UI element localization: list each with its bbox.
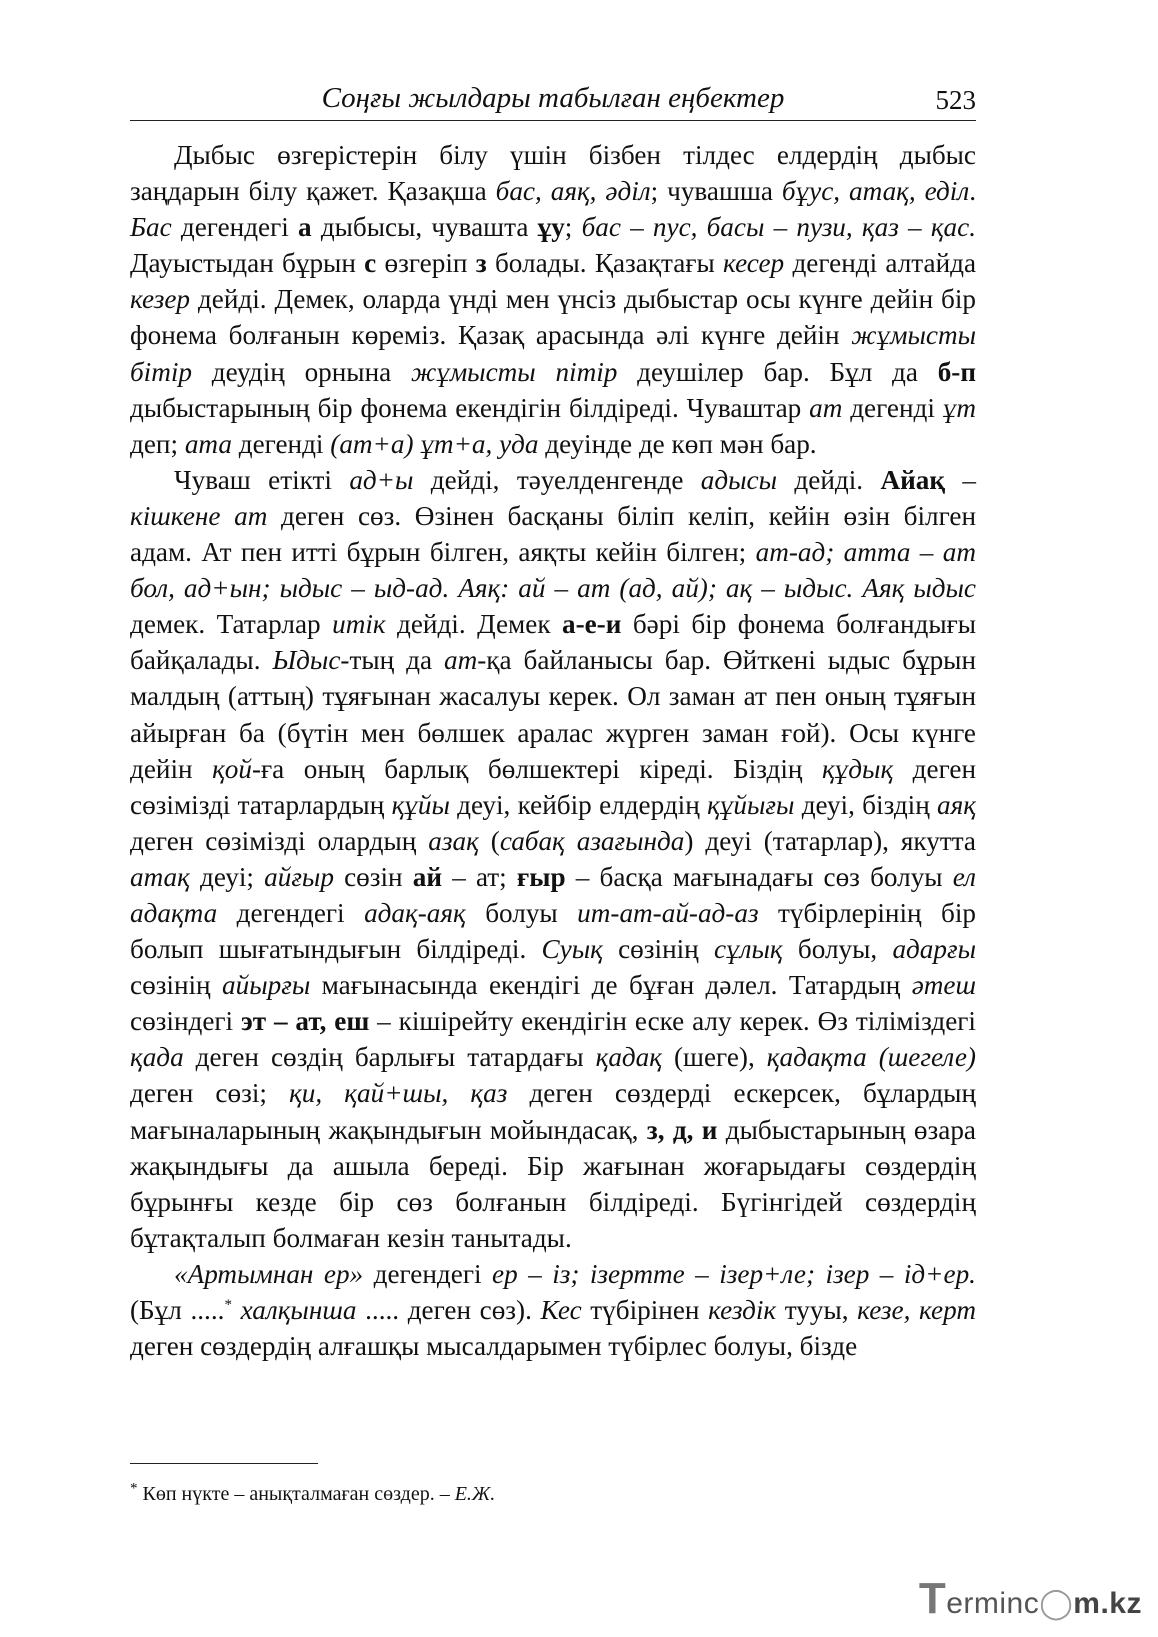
italic-run: қадақ [595,1042,662,1073]
italic-run: ат [809,392,843,423]
italic-run: құдық [821,753,894,784]
text-run: Чуваш етікті [174,464,350,495]
italic-run: бас – пус, басы – пузи, қаз – қас. [581,212,976,243]
text-run: деген сөздің барлығы татардағы [183,1042,596,1073]
italic-run: ат-ад; атта – ат бол, ад+ын; ыдыс – ыд-ад. Аяқ: ай – ат (ад, ай); ақ – ыдыс. Аяқ ыдыс [130,537,976,604]
bold-run: а [298,212,312,243]
text-run: деуі, біздің [794,789,938,820]
bold-run: Айақ [880,464,946,495]
text-run: – ат; [442,861,517,892]
italic-run: халқынша [240,1295,357,1325]
italic-run: ер – із; ізертте – ізер+ле; ізер – ід+ер. [492,1258,976,1289]
text-run: дегендегі [363,1258,492,1289]
italic-run: кесер [723,248,785,279]
italic-run: Суық [541,934,603,965]
text-run: -тың да [340,645,445,676]
footnote [130,1480,976,1508]
italic-run: айырғы [222,970,311,1001]
text-run: деген сөзімізді олардың [130,825,429,856]
italic-run: ұт [942,392,976,423]
text-run: деп; [130,428,185,459]
text-run: дейді, тәуелденгенде [413,464,701,495]
text-run: – кішірейту екендігін еске алу керек. Өз тіліміздегі [369,1006,976,1037]
text-run: деген сөздердің алғашқы мысалдарымен түбірлес болуы, бізде [130,1331,858,1362]
text-run: сөзіндегі [130,1006,241,1037]
italic-run: (ат+а) ұт+а, уда [330,428,539,459]
text-run: деген сөзімізді татарлардың [130,753,976,820]
paragraph-2 [130,462,976,1256]
text-run: -ға оның барлық бөлшектері кіреді. Біздің [251,753,822,784]
text-run: деген сөздерді ескерсек, бұлардың мағыналарының жақындығын мойындасақ, [130,1078,976,1145]
text-run: ..... деген сөз). [356,1295,541,1325]
text-run: сөзінің [130,970,223,1001]
italic-run: қадақта (шегеле) [766,1042,976,1073]
text-run: түбірінен [581,1295,709,1325]
footnote-text: Көп нүкте – анықталмаған сөздер. – [142,1483,455,1505]
italic-run: әтеш [911,970,976,1001]
italic-run: ат [444,645,478,676]
text-run: тууы, [776,1295,858,1325]
text-run: – [945,464,976,495]
text-run [232,1295,241,1325]
text-run: деудің орнына [192,356,411,387]
bold-run: б-п [937,356,976,387]
text-run: (шеге), [662,1042,767,1073]
text-run: ; чувашша [650,176,782,207]
text-run: дейді. Демек [385,609,562,640]
text-run: дегендегі [217,897,365,928]
italic-run: қада [130,1042,184,1073]
paragraph-3 [130,1256,976,1364]
text-run: (Бұл ..... [130,1295,225,1325]
italic-run: кезер [130,284,191,315]
text-run: деуі; [189,861,265,892]
italic-run: итік [332,609,386,640]
bold-run: ай [412,861,443,892]
text-run: болуы [465,897,578,928]
text-run: бәрі бір фонема болғандығы байқалады. [130,609,977,676]
text-run: деуінде де көп мән бар. [538,428,817,459]
italic-run: бұус, атақ, еділ [781,176,970,207]
footnote-ref: * [224,1296,232,1313]
text-run: дыбыстарының бір фонема екендігін білдіреді. Чуваштар [130,392,810,423]
italic-run: ад+ы [349,464,414,495]
italic-run: атақ [130,861,190,892]
italic-run: жұмысты бітір [130,320,976,387]
italic-run: жұмысты пітір [410,356,618,387]
text-run: – басқа мағынадағы сөз болуы [565,861,953,892]
italic-run: азақ [428,825,479,856]
text-run: өзгеріп [376,248,476,279]
text-run: болуы, [782,934,893,965]
italic-run: ел адақта [130,861,976,928]
italic-run: кезе, керт [857,1295,976,1325]
site-watermark [918,1574,1142,1623]
bold-run: ғыр [516,861,566,892]
text-run: демек. Татарлар [130,609,333,640]
text-run: деушілер бар. Бұл да [617,356,938,387]
italic-run: қой [212,753,252,784]
italic-run: айғыр [264,861,334,892]
text-run: -қа байланысы бар. Өйткені ыдыс бұрын малдың (аттың) тұяғынан жасалуы керек. Ол заман ат пен оның тұяғын айырған ба (бүтін мен бөлшек аралас жүрген заман ғой). Осы күнге дейін [130,645,976,784]
italic-run: кішкене ат [130,500,268,531]
bold-run: с [364,248,377,279]
italic-run: аяқ [937,789,976,820]
text-run: дыбыстарының өзара жақындығы да ашыла береді. Бір жағынан жоғарыдағы сөздердің бұрынғы кезде бір сөз болғанын білдіреді. Бүгінгідей сөздердің бұтақталып болмаған кезін танытады. [130,1114,976,1253]
bold-run: а-е-и [561,609,622,640]
text-run: мағынасында екендігі де бұған дәлел. Татардың [310,970,912,1001]
page-number: 523 [935,85,976,115]
text-run: дегенді [231,428,331,459]
footnote-divider [130,1463,318,1464]
bold-run: ұу [537,212,565,243]
text-run: сөзінің [602,934,714,965]
text-run: Дауыстыдан бұрын [130,248,365,279]
text-run: дейді. Демек, оларда үнді мен үнсіз дыбыстар осы күнге дейін бір фонема болғанын көреміз. Қазақ арасында әлі күнге дейін [130,284,976,351]
watermark-t: T [918,1574,947,1623]
italic-run: сабақ азағында [499,825,685,856]
body-text [130,137,976,1364]
text-run: ; [564,212,582,243]
text-run: ) деуі (татарлар), якутта [684,825,976,856]
text-run: дегендегі [171,212,299,243]
text-run: түбірлерінің бір болып шығатындығын білдіреді. [130,897,976,965]
bold-run: з [475,248,487,279]
text-run: Дыбыс өзгерістерін білу үшін бізбен тілдес елдердің дыбыс заңдарын білу қажет. Қазақша [130,140,976,207]
italic-run: құйы [391,789,450,820]
italic-run: сұлық [713,934,783,965]
italic-run: бас, аяқ, әділ [495,176,651,207]
italic-run: Кес [540,1295,582,1325]
text-run: дейді. [777,464,881,495]
bold-run: эт – ат, еш [240,1006,370,1037]
header-title: Соңғы жылдары табылған еңбектер [321,82,785,114]
text-run: сөзін [333,861,413,892]
italic-run: адысы [700,464,778,495]
italic-run: ит-ат-ай-ад-аз [577,897,759,928]
text-run: деген сөз. Өзінен басқаны біліп келіп, кейін өзін білген адам. Ат пен итті бұрын білген, аяқты кейін білген; [130,500,976,568]
text-run: . [969,176,976,207]
italic-run: Бас [130,212,172,243]
italic-run: құйығы [707,789,795,820]
italic-run: адақ-аяқ [364,897,466,928]
text-run: дегенді [842,392,943,423]
italic-run: «Артымнан ер» [174,1258,364,1289]
italic-run: адарғы [892,934,976,965]
watermark-part1: erminc [946,1587,1040,1620]
text-run: деуі, кейбір елдердің [449,789,708,820]
paragraph-1 [130,137,976,462]
footnote-mark: * [130,1480,138,1497]
text-run: деген сөзі; [130,1078,290,1109]
bold-run: з, д, и [646,1114,718,1145]
italic-run: кездік [708,1295,777,1325]
running-header [130,80,976,121]
text-run: ( [478,825,500,856]
italic-run: Ыдыс [272,645,341,676]
text-run: дыбысы, чувашта [311,212,538,243]
watermark-part2: m.kz [1073,1587,1142,1620]
italic-run: ата [184,428,232,459]
italic-run: қи, қай+шы, қаз [289,1078,508,1109]
text-run: дегенді алтайда [784,248,977,279]
footnote-author: Е.Ж. [454,1483,496,1505]
watermark-o-icon: ◯ [1039,1587,1074,1620]
text-run: болады. Қазақтағы [486,248,724,279]
